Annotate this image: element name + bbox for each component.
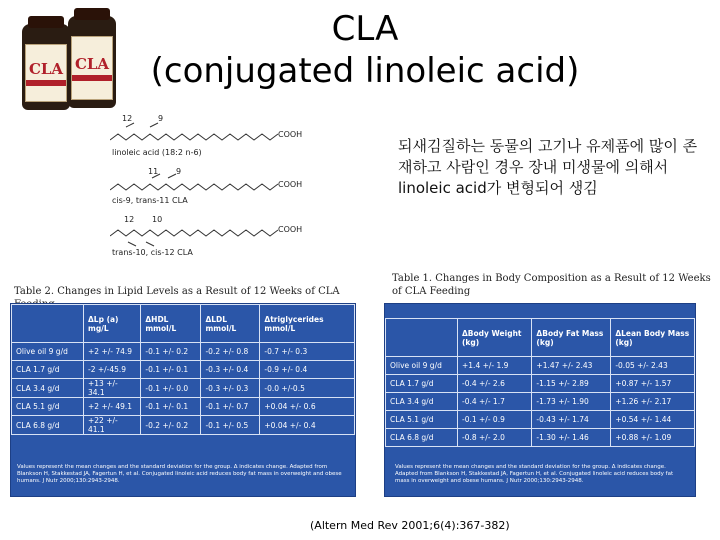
- table-cell: +0.88 +/- 1.09: [611, 429, 695, 447]
- title-line-1: CLA: [331, 9, 399, 49]
- table-header-row: [12, 305, 355, 343]
- citation: (Altern Med Rev 2001;6(4):367-382): [310, 519, 510, 532]
- table-header-cell: ΔLp (a) mg/L: [84, 305, 141, 343]
- table-cell: CLA 6.8 g/d: [12, 416, 84, 435]
- table-cell: -1.73 +/- 1.90: [532, 393, 611, 411]
- bottle-band: [72, 75, 112, 81]
- table2-lipid-levels: [11, 304, 355, 435]
- bottle-cap: [74, 8, 110, 20]
- table1-title-line-1: Table 1. Changes in Body Composition as a Result of 12 Weeks: [392, 273, 711, 284]
- table-cell: -0.3 +/- 0.3: [201, 379, 260, 398]
- table-cell: +2 +/- 49.1: [84, 398, 141, 416]
- table-cell: -0.4 +/- 2.6: [458, 375, 532, 393]
- table-cell: -0.7 +/- 0.3: [260, 343, 355, 361]
- table-cell: CLA 3.4 g/d: [386, 393, 458, 411]
- table-cell: +1.26 +/- 2.17: [611, 393, 695, 411]
- table-cell: CLA 5.1 g/d: [12, 398, 84, 416]
- table-row: [386, 429, 695, 447]
- table-cell: Olive oil 9 g/d: [12, 343, 84, 361]
- bottle-band: [26, 80, 66, 86]
- table1-footnote: Values represent the mean changes and the standard deviation for the group. Δ indicates change. Adapted from Blankson H, Stakkestad JA, Fagertun H, et al. Conjugated linoleic acid reduces body fat mass in overweight and obese humans. J Nutr 2000;130:2943-2948.: [395, 464, 674, 484]
- table-row: [386, 393, 695, 411]
- table-cell: -0.43 +/- 1.74: [532, 411, 611, 429]
- table-cell: -0.1 +/- 0.9: [458, 411, 532, 429]
- cooh-label: COOH: [278, 225, 303, 234]
- table-cell: CLA 1.7 g/d: [12, 361, 84, 379]
- table-row: [386, 411, 695, 429]
- table-cell: +22 +/- 41.1: [84, 416, 141, 435]
- table-header-cell: ΔHDL mmol/L: [141, 305, 201, 343]
- table-cell: -2 +/-45.9: [84, 361, 141, 379]
- bottle-brand: CLA: [74, 54, 110, 73]
- table-cell: -1.30 +/- 1.46: [532, 429, 611, 447]
- table2-footnote: Values represent the mean changes and the standard deviation for the group. Δ indicates change. Adapted from Blankson H, Stakkestad JA, Fagertun H, et al. Conjugated linoleic acid reduces body fat mass in overweight and obese humans. J Nutr 2000;130:2943-2948.: [17, 464, 342, 484]
- table-cell: -0.1 +/- 0.2: [141, 343, 201, 361]
- table-cell: +13 +/- 34.1: [84, 379, 141, 398]
- structure-name: linoleic acid (18:2 n-6): [112, 148, 202, 157]
- table-row: [12, 361, 355, 379]
- table-cell: -0.2 +/- 0.8: [201, 343, 260, 361]
- table-cell: +0.04 +/- 0.6: [260, 398, 355, 416]
- table-row: [12, 379, 355, 398]
- table-cell: +0.54 +/- 1.44: [611, 411, 695, 429]
- table-cell: -1.15 +/- 2.89: [532, 375, 611, 393]
- table-cell: -0.9 +/- 0.4: [260, 361, 355, 379]
- fatty-acid-structures: [110, 112, 310, 262]
- table-header-cell: ΔLean Body Mass (kg): [611, 319, 695, 357]
- table-cell: +2 +/- 74.9: [84, 343, 141, 361]
- carbon-number: 12: [124, 215, 135, 224]
- bottle-left: [22, 24, 70, 110]
- table-cell: -0.1 +/- 0.5: [201, 416, 260, 435]
- table-header-cell: ΔBody Fat Mass (kg): [532, 319, 611, 357]
- carbon-number: 11: [148, 167, 159, 176]
- table-cell: -0.8 +/- 2.0: [458, 429, 532, 447]
- table1-title-line-2: of CLA Feeding: [392, 286, 471, 297]
- carbon-number: 10: [152, 215, 163, 224]
- table-header-cell: ΔBody Weight (kg): [458, 319, 532, 357]
- table-cell: CLA 1.7 g/d: [386, 375, 458, 393]
- table-cell: -0.0 +/-0.5: [260, 379, 355, 398]
- table-cell: -0.2 +/- 0.2: [141, 416, 201, 435]
- table-row: [386, 375, 695, 393]
- table-row: [12, 343, 355, 361]
- table-cell: +0.87 +/- 1.57: [611, 375, 695, 393]
- table-cell: +0.04 +/- 0.4: [260, 416, 355, 435]
- table2-panel: [10, 303, 356, 497]
- structure-name: trans-10, cis-12 CLA: [112, 248, 193, 257]
- carbon-number: 9: [158, 114, 164, 123]
- table-cell: -0.1 +/- 0.1: [141, 361, 201, 379]
- bottle-brand: CLA: [28, 59, 64, 78]
- table1-body-composition: [385, 318, 695, 447]
- table-cell: CLA 3.4 g/d: [12, 379, 84, 398]
- bottle-label: [71, 36, 113, 100]
- table-header-cell: [12, 305, 84, 343]
- carbon-number: 9: [176, 167, 182, 176]
- table-row: [12, 416, 355, 435]
- table-cell: -0.1 +/- 0.0: [141, 379, 201, 398]
- cla-bottles-image: [18, 8, 118, 108]
- table-header-cell: Δtriglycerides mmol/L: [260, 305, 355, 343]
- table-row: [386, 357, 695, 375]
- cla-description: 되새김질하는 동물의 고기나 유제품에 많이 존재하고 사람인 경우 장내 미생물에 의해서 linoleic acid가 변형되어 생김: [398, 137, 698, 197]
- table-cell: +1.47 +/- 2.43: [532, 357, 611, 375]
- slide-title: [120, 8, 610, 92]
- title-line-2: (conjugated linoleic acid): [150, 51, 580, 91]
- table-cell: -0.1 +/- 0.1: [141, 398, 201, 416]
- table1-panel: [384, 303, 696, 497]
- structure-name: cis-9, trans-11 CLA: [112, 196, 188, 205]
- table-cell: -0.4 +/- 1.7: [458, 393, 532, 411]
- table-header-cell: [386, 319, 458, 357]
- table-cell: CLA 6.8 g/d: [386, 429, 458, 447]
- table-cell: CLA 5.1 g/d: [386, 411, 458, 429]
- table-cell: -0.3 +/- 0.4: [201, 361, 260, 379]
- table1-title: [392, 272, 712, 298]
- bottle-cap: [28, 16, 64, 28]
- cooh-label: COOH: [278, 180, 303, 189]
- bottle-right: [68, 16, 116, 108]
- table-cell: -0.1 +/- 0.7: [201, 398, 260, 416]
- table-header-cell: ΔLDL mmol/L: [201, 305, 260, 343]
- table-cell: -0.05 +/- 2.43: [611, 357, 695, 375]
- table-cell: Olive oil 9 g/d: [386, 357, 458, 375]
- carbon-number: 12: [122, 114, 133, 123]
- table-header-row: [386, 319, 695, 357]
- table2-title: Table 2. Changes in Lipid Levels as a Result of 12 Weeks of CLA: [14, 286, 340, 297]
- bottle-label: [25, 44, 67, 102]
- table-cell: +1.4 +/- 1.9: [458, 357, 532, 375]
- table-row: [12, 398, 355, 416]
- cooh-label: COOH: [278, 130, 303, 139]
